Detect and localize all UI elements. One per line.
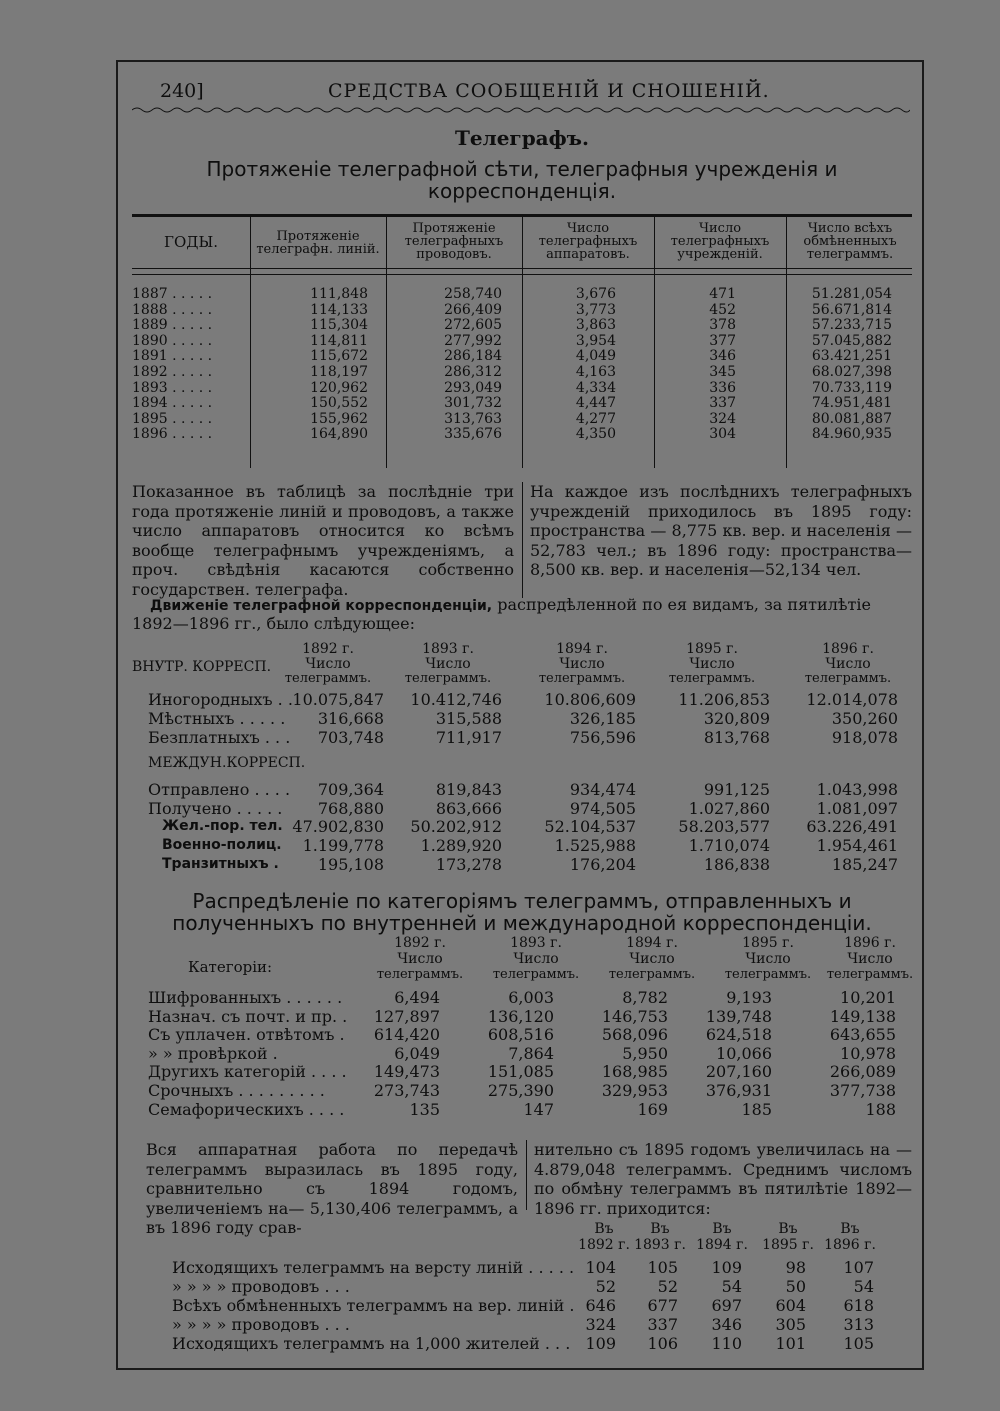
movement-sub-header: телеграммъ. <box>538 671 626 686</box>
table-cell-offices: 346 <box>709 348 736 365</box>
col-header-offices: Число телеграфныхъ учрежденій. <box>670 221 770 262</box>
table-cell-offices: 377 <box>709 332 736 349</box>
row-label: Иногородныхъ . . <box>148 690 293 709</box>
col-header-years: ГОДЫ. <box>164 233 218 251</box>
table-cell-offices: 336 <box>709 379 736 396</box>
movement-year-header: 1895 г. <box>686 641 738 657</box>
row-value: 8,782 <box>622 988 668 1007</box>
row-value: 1.027,860 <box>688 799 770 818</box>
paragraph-left-2: Вся аппаратная работа по передачѣ телеграммъ выразилась въ 1895 году, сравнительно съ 1894 годомъ, увеличеніемъ на— 5,130,406 телеграммъ, а въ 1896 году срав- <box>146 1140 518 1237</box>
categories-sub-header: Число <box>629 951 675 967</box>
movement-intro-rest: распредѣленной по ея видамъ, за пятилѣтіе <box>492 595 871 614</box>
row-value: 47.902,830 <box>292 817 384 836</box>
movement-sub-header: Число <box>425 656 471 672</box>
categories-label: Категоріи: <box>188 958 273 976</box>
row-value: 608,516 <box>487 1025 554 1045</box>
row-value: 136,120 <box>487 1006 554 1026</box>
row-value: 813,768 <box>703 728 770 747</box>
row-value: 54 <box>853 1277 874 1296</box>
table-cell-wires: 272,605 <box>444 317 502 334</box>
averages-header-top: Въ <box>650 1221 670 1237</box>
row-value: 107 <box>843 1258 874 1277</box>
row-value: 11.206,853 <box>678 690 770 709</box>
table-cell-wires: 293,049 <box>444 379 502 396</box>
table-cell-wires: 313,763 <box>444 410 502 427</box>
row-label: Получено . . . . . <box>148 799 283 818</box>
section-title: Телеграфъ. <box>455 126 589 150</box>
table-cell-year: 1895 . . . . . <box>132 410 213 427</box>
movement-year-header: 1893 г. <box>422 641 474 657</box>
row-value: 135 <box>409 1099 440 1119</box>
row-value: 195,108 <box>317 855 384 874</box>
table-cell-year: 1892 . . . . . <box>132 364 213 380</box>
row-value: 176,204 <box>569 855 636 874</box>
averages-header-year: 1896 г. <box>824 1237 876 1253</box>
table-cell-lines: 111,848 <box>310 286 368 302</box>
movement-sub-header: Число <box>689 656 735 672</box>
row-label: » » » » проводовъ . . . <box>172 1277 350 1296</box>
group-header-international: МЕЖДУН.КОРРЕСП. <box>148 755 306 771</box>
row-value: 275,390 <box>487 1081 554 1100</box>
table-cell-apparatus: 4,334 <box>575 379 616 396</box>
group-header-internal: ВНУТР. КОРРЕСП. <box>132 659 272 675</box>
table-cell-wires: 286,312 <box>444 364 502 380</box>
row-value: 52 <box>595 1277 616 1296</box>
movement-year-header: 1892 г. <box>302 641 354 657</box>
row-value: 104 <box>585 1258 616 1277</box>
row-value: 918,078 <box>831 728 898 747</box>
row-value: 646 <box>585 1296 616 1315</box>
table-cell-apparatus: 3,676 <box>575 286 616 302</box>
categories-title: Распредѣленіе по категоріямъ телеграммъ, отправленныхъ и полученныхъ по внутренней и международной корреспонденціи. <box>172 889 872 935</box>
table-cell-offices: 324 <box>709 410 736 427</box>
row-value: 151,085 <box>487 1062 554 1082</box>
table-cell-lines: 155,962 <box>310 410 368 427</box>
movement-intro <box>150 595 914 616</box>
table-cell-telegrams: 57.233,715 <box>811 317 892 334</box>
row-value: 185 <box>741 1099 772 1119</box>
averages-header-year: 1893 г. <box>634 1237 686 1253</box>
table-cell-lines: 118,197 <box>310 364 368 380</box>
row-value: 326,185 <box>569 709 636 728</box>
row-value: 168,985 <box>601 1062 668 1082</box>
table-cell-apparatus: 4,277 <box>575 410 616 427</box>
table-subtitle: Протяженіе телеграфной сѣти, телеграфныя учрежденія и корреспонденція. <box>206 157 838 203</box>
page-number: 240] <box>160 80 204 102</box>
row-value: 101 <box>775 1334 806 1353</box>
row-value: 207,160 <box>705 1062 772 1082</box>
table-cell-telegrams: 51.281,054 <box>811 286 892 302</box>
row-value: 266,089 <box>829 1062 896 1082</box>
col-divider <box>250 216 251 468</box>
row-value: 863,666 <box>435 799 502 818</box>
table-cell-wires: 266,409 <box>444 301 502 318</box>
averages-header-top: Въ <box>778 1221 798 1237</box>
row-value: 320,809 <box>703 709 770 728</box>
row-value: 146,753 <box>601 1006 668 1026</box>
movement-year-header: 1896 г. <box>822 641 874 657</box>
table-cell-telegrams: 56.671,814 <box>811 301 892 318</box>
col-header-telegrams: Число всѣхъ обмѣненныхъ телеграммъ. <box>803 221 897 262</box>
row-value: 10.806,609 <box>544 690 636 709</box>
row-value: 10,978 <box>840 1043 896 1063</box>
row-value: 819,843 <box>435 780 502 799</box>
page-frame <box>116 60 924 1370</box>
table-cell-lines: 115,304 <box>310 317 368 334</box>
row-value: 6,003 <box>508 988 554 1007</box>
row-value: 329,953 <box>601 1081 668 1100</box>
row-value: 12.014,078 <box>806 690 898 709</box>
table-cell-lines: 120,962 <box>310 379 368 396</box>
row-value: 768,880 <box>317 799 384 818</box>
row-label: Шифрованныхъ . . . . . . <box>148 988 343 1007</box>
row-value: 1.954,461 <box>816 836 898 855</box>
row-value: 974,505 <box>569 799 636 818</box>
row-value: 9,193 <box>726 988 772 1007</box>
row-value: 614,420 <box>373 1025 440 1045</box>
categories-sub-header: телеграммъ. <box>826 967 914 982</box>
col-header-lines: Протяженіе телеграфн. линій. <box>256 229 380 257</box>
table-cell-year: 1888 . . . . . <box>132 301 213 318</box>
movement-sub-header: телеграммъ. <box>284 671 372 686</box>
categories-sub-header: Число <box>397 951 443 967</box>
row-value: 568,096 <box>601 1025 668 1045</box>
table-cell-offices: 304 <box>709 426 736 443</box>
table-cell-wires: 258,740 <box>444 286 502 302</box>
averages-header-year: 1895 г. <box>762 1237 814 1253</box>
table-cell-wires: 301,732 <box>444 395 502 412</box>
categories-year-header: 1895 г. <box>742 935 794 951</box>
table-cell-year: 1887 . . . . . <box>132 286 213 302</box>
table-cell-offices: 345 <box>709 364 736 380</box>
row-label: Всѣхъ обмѣненныхъ телеграммъ на вер. линій . <box>172 1296 575 1315</box>
row-label: Исходящихъ телеграммъ на 1,000 жителей . . . <box>172 1334 571 1353</box>
row-value: 315,588 <box>435 709 502 728</box>
table-cell-telegrams: 70.733,119 <box>811 379 892 396</box>
averages-header-top: Въ <box>712 1221 732 1237</box>
averages-header-top: Въ <box>840 1221 860 1237</box>
table-cell-lines: 114,133 <box>310 301 368 318</box>
table-cell-year: 1891 . . . . . <box>132 348 213 365</box>
col-header-wires: Протяженіе телеграфныхъ проводовъ. <box>404 221 504 262</box>
table-cell-lines: 150,552 <box>310 395 368 412</box>
row-value: 643,655 <box>829 1025 896 1045</box>
categories-year-header: 1896 г. <box>844 935 896 951</box>
col-divider <box>386 216 387 468</box>
row-label: » » провѣркой . <box>148 1043 278 1063</box>
categories-sub-header: телеграммъ. <box>376 967 464 982</box>
row-value: 5,950 <box>622 1043 668 1063</box>
row-label: Семафорическихъ . . . . <box>148 1099 345 1119</box>
row-value: 52 <box>657 1277 678 1296</box>
row-value: 1.710,074 <box>688 836 770 855</box>
row-value: 10,066 <box>716 1043 772 1063</box>
row-label: Мѣстныхъ . . . . . <box>148 709 286 728</box>
row-value: 337 <box>647 1315 678 1334</box>
telegraph-network-table <box>132 214 912 468</box>
row-value: 273,743 <box>373 1081 440 1100</box>
row-value: 305 <box>775 1315 806 1334</box>
row-value: 52.104,537 <box>544 817 636 836</box>
paragraph-right-2: нительно съ 1895 годомъ увеличилась на — 4.879,048 телеграммъ. Среднимъ числомъ по обмѣну телеграммъ въ пятилѣтіе 1892— 1896 гг. приходится: <box>534 1140 912 1218</box>
row-label: Безплатныхъ . . . <box>148 728 291 747</box>
table-cell-year: 1890 . . . . . <box>132 332 213 349</box>
movement-sub-header: Число <box>559 656 605 672</box>
categories-sub-header: телеграммъ. <box>492 967 580 982</box>
table-cell-apparatus: 3,773 <box>575 301 616 318</box>
row-value: 10,201 <box>840 988 896 1007</box>
row-label: Жел.-пор. тел. <box>162 818 283 834</box>
movement-sub-header: телеграммъ. <box>668 671 756 686</box>
row-value: 105 <box>843 1334 874 1353</box>
movement-sub-header: телеграммъ. <box>804 671 892 686</box>
row-value: 377,738 <box>829 1081 896 1100</box>
running-header: СРЕДСТВА СООБЩЕНІЙ И СНОШЕНІЙ. <box>328 80 770 102</box>
table-cell-telegrams: 68.027,398 <box>811 364 892 380</box>
movement-sub-header: телеграммъ. <box>404 671 492 686</box>
row-value: 185,247 <box>831 855 898 874</box>
table-cell-telegrams: 84.960,935 <box>811 426 892 443</box>
table-cell-apparatus: 4,049 <box>575 348 616 365</box>
row-value: 149,473 <box>373 1062 440 1082</box>
movement-intro-bold: Движеніе телеграфной корреспонденціи, <box>150 598 493 614</box>
categories-sub-header: телеграммъ. <box>608 967 696 982</box>
row-value: 934,474 <box>569 780 636 799</box>
row-label: Съ уплачен. отвѣтомъ . <box>148 1025 345 1045</box>
row-value: 6,049 <box>394 1043 440 1063</box>
table-cell-apparatus: 4,350 <box>575 426 616 443</box>
row-value: 139,748 <box>705 1006 772 1026</box>
row-label: Назнач. съ почт. и пр. . <box>148 1006 348 1026</box>
row-value: 313 <box>843 1315 874 1334</box>
table-cell-lines: 114,811 <box>310 332 368 349</box>
table-cell-apparatus: 4,163 <box>575 364 616 380</box>
row-value: 10.412,746 <box>410 690 502 709</box>
row-value: 169 <box>637 1099 668 1119</box>
col-divider <box>786 216 787 468</box>
row-label: Исходящихъ телеграммъ на версту линій . . . . . <box>172 1258 575 1277</box>
categories-sub-header: телеграммъ. <box>724 967 812 982</box>
row-value: 50.202,912 <box>410 817 502 836</box>
paragraph-right-1: На каждое изъ послѣднихъ телеграфныхъ учрежденій приходилось въ 1895 году: пространства — 8,775 кв. вер. и населенія — 52,783 чел.; въ 1896 году: пространства— 8,500 кв. вер. и населенія—52,134 чел. <box>530 482 912 579</box>
table-cell-apparatus: 4,447 <box>575 395 616 412</box>
row-value: 186,838 <box>703 855 770 874</box>
row-value: 58.203,577 <box>678 817 770 836</box>
row-value: 109 <box>585 1334 616 1353</box>
row-value: 1.199,778 <box>302 836 384 855</box>
row-value: 624,518 <box>705 1025 772 1045</box>
row-value: 618 <box>843 1296 874 1315</box>
table-cell-offices: 337 <box>709 395 736 412</box>
averages-header-year: 1894 г. <box>696 1237 748 1253</box>
row-value: 376,931 <box>705 1081 772 1100</box>
table-cell-wires: 286,184 <box>444 348 502 365</box>
row-value: 324 <box>585 1315 616 1334</box>
row-value: 54 <box>721 1277 742 1296</box>
row-value: 173,278 <box>435 855 502 874</box>
table-cell-wires: 335,676 <box>444 426 502 443</box>
row-value: 1.525,988 <box>554 836 636 855</box>
row-value: 604 <box>775 1296 806 1315</box>
table-cell-offices: 471 <box>709 286 736 302</box>
table-cell-lines: 115,672 <box>310 348 368 365</box>
movement-year-header: 1894 г. <box>556 641 608 657</box>
row-value: 677 <box>647 1296 678 1315</box>
row-value: 50 <box>785 1277 806 1296</box>
row-value: 703,748 <box>317 728 384 747</box>
table-cell-telegrams: 63.421,251 <box>811 348 892 365</box>
movement-sub-header: Число <box>305 656 351 672</box>
table-cell-offices: 452 <box>709 301 736 318</box>
row-value: 316,668 <box>317 709 384 728</box>
table-cell-offices: 378 <box>709 317 736 334</box>
row-label: Отправлено . . . . <box>148 780 291 799</box>
table-cell-year: 1893 . . . . . <box>132 379 213 396</box>
row-value: 756,596 <box>569 728 636 747</box>
row-value: 63.226,491 <box>806 817 898 836</box>
row-value: 7,864 <box>508 1043 554 1063</box>
paragraph-divider-2 <box>526 1140 527 1210</box>
categories-sub-header: Число <box>745 951 791 967</box>
row-value: 106 <box>647 1334 678 1353</box>
categories-year-header: 1894 г. <box>626 935 678 951</box>
table-cell-year: 1889 . . . . . <box>132 317 213 334</box>
table-cell-year: 1894 . . . . . <box>132 395 213 412</box>
table-cell-apparatus: 3,863 <box>575 317 616 334</box>
row-label: Военно-полиц. <box>162 837 282 853</box>
categories-year-header: 1892 г. <box>394 935 446 951</box>
row-value: 188 <box>865 1099 896 1119</box>
table-cell-lines: 164,890 <box>310 426 368 443</box>
row-value: 110 <box>711 1334 742 1353</box>
row-label: Другихъ категорій . . . . <box>148 1062 347 1082</box>
row-value: 346 <box>711 1315 742 1334</box>
row-value: 98 <box>785 1258 806 1277</box>
table-cell-telegrams: 80.081,887 <box>811 410 892 427</box>
categories-sub-header: Число <box>847 951 893 967</box>
row-value: 1.081,097 <box>816 799 898 818</box>
row-label: Срочныхъ . . . . . . . . . <box>148 1081 325 1100</box>
table-cell-wires: 277,992 <box>444 332 502 349</box>
paragraph-divider <box>522 482 523 598</box>
row-value: 105 <box>647 1258 678 1277</box>
row-value: 149,138 <box>829 1006 896 1026</box>
col-header-apparatus: Число телеграфныхъ аппаратовъ. <box>538 221 638 262</box>
table-cell-telegrams: 57.045,882 <box>811 332 892 349</box>
movement-sub-header: Число <box>825 656 871 672</box>
averages-header-top: Въ <box>594 1221 614 1237</box>
row-value: 1.043,998 <box>816 780 898 799</box>
movement-intro-line2: 1892—1896 гг., было слѣдующее: <box>132 614 415 633</box>
row-value: 711,917 <box>435 728 502 747</box>
table-cell-telegrams: 74.951,481 <box>811 395 892 412</box>
row-value: 709,364 <box>317 780 384 799</box>
row-label: » » » » проводовъ . . . <box>172 1315 350 1334</box>
paragraph-left-1: Показанное въ таблицѣ за послѣдніе три года протяженіе линій и проводовъ, а также число аппаратовъ относится ко всѣмъ вообще телеграфнымъ учрежденіямъ, а проч. свѣдѣнія касаются собственно государствен. телеграфа. <box>132 482 514 599</box>
row-value: 350,260 <box>831 709 898 728</box>
row-value: 697 <box>711 1296 742 1315</box>
table-cell-apparatus: 3,954 <box>575 332 616 349</box>
row-label: Транзитныхъ . <box>162 856 279 872</box>
table-cell-year: 1896 . . . . . <box>132 426 213 443</box>
row-value: 1.289,920 <box>420 836 502 855</box>
categories-sub-header: Число <box>513 951 559 967</box>
row-value: 147 <box>523 1099 554 1119</box>
row-value: 991,125 <box>703 780 770 799</box>
row-value: 6,494 <box>394 988 440 1007</box>
row-value: 10.075,847 <box>292 690 384 709</box>
row-value: 127,897 <box>373 1006 440 1026</box>
row-value: 109 <box>711 1258 742 1277</box>
wavy-divider <box>132 106 910 114</box>
averages-header-year: 1892 г. <box>578 1237 630 1253</box>
categories-year-header: 1893 г. <box>510 935 562 951</box>
